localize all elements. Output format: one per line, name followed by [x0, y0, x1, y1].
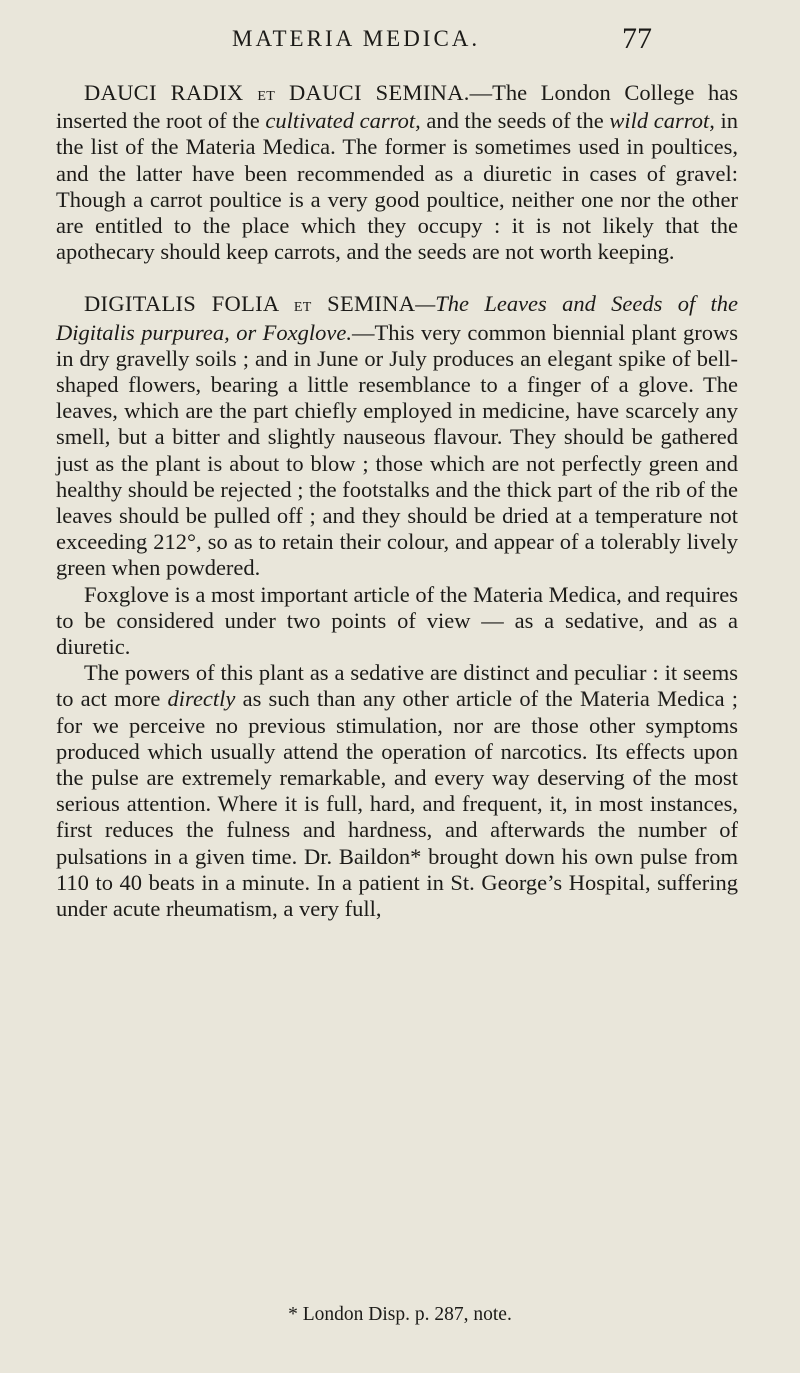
entry-heading-digitalis: DIGITALIS FOLIA et SEMINA [84, 291, 416, 317]
paragraph-sedative: The powers of this plant as a sedative are distinct and peculiar : it seems to act more directly as such than any other article of the Materia Medica ; for we perceive no previous stimulation, nor are those other symptoms produced which usually attend the operation of narcotics. Its effects upon the pulse are extremely remarkable, and every way deserving of the most serious attention. Where it is full, hard, and frequent, it, in most instances, first reduces the fulness and hardness, and afterwards the number of pulsations in a given time. Dr. Baildon* brought down his own pulse from 110 to 40 beats in a minute. In a patient in St. George’s Hospital, suffering under acute rheumatism, a very full, [56, 660, 739, 922]
page-number: 77 [622, 22, 652, 55]
footnote: * London Disp. p. 287, note. [288, 1304, 512, 1325]
running-title: MATERIA MEDICA. [232, 26, 481, 51]
paragraph-digitalis: DIGITALIS FOLIA et SEMINA—The Leaves and Seeds of the Digitalis purpurea, or Foxglove.—This very common biennial plant grows in dry gravelly soils ; and in June or July produces an elegant spike of bell-shaped flowers, bearing a little resemblance to a finger of a glove. The leaves, which are the part chiefly employed in medicine, have scarcely any smell, but a bitter and slightly nauseous flavour. They should be gathered just as the plant is about to blow ; those which are not perfectly green and healthy should be rejected ; the footstalks and the thick part of the rib of the leaves should be pulled off ; and they should be dried at a temperature not exceeding 212°, so as to retain their colour, and appear of a tolerably lively green when powdered. [56, 291, 738, 581]
entry-heading-dauci: DAUCI RADIX et DAUCI SEMINA. [84, 80, 470, 105]
body-text [56, 80, 738, 922]
paragraph-dauci: DAUCI RADIX et DAUCI SEMINA.—The London College has inserted the root of the cultivated carrot, and the seeds of the wild carrot, in the list of the Materia Medica. The former is sometimes used in poultices, and the latter have been recommended as a diuretic in cases of gravel: Though a carrot poultice is a very good poultice, neither one nor the other are entitled to the place which they occupy : it is not likely that the apothecary should keep carrots, and the seeds are not worth keeping. [56, 80, 739, 265]
paragraph-foxglove-views: Foxglove is a most important article of the Materia Medica, and requires to be considered under two points of view — as a sedative, and as a diuretic. [56, 581, 738, 660]
footnote-marker: * [410, 843, 422, 869]
running-head [0, 22, 800, 62]
